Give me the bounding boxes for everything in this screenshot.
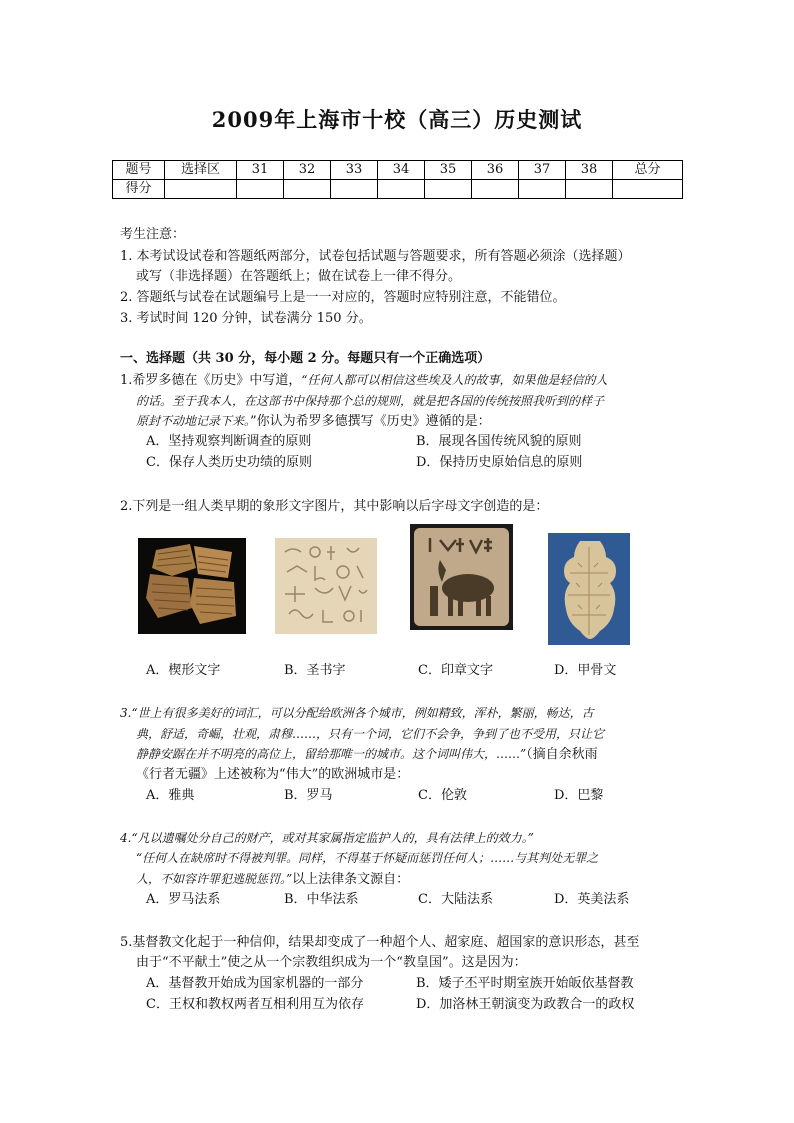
question-1-text: 1.希罗多德在《历史》中写道， [120,373,302,388]
question-1-option-c: C．保存人类历史功绩的原则 [146,455,312,470]
page-title: 2009年上海市十校（高三）历史测试 [211,107,583,132]
score-table [112,160,683,199]
question-5-stem: 5.基督教文化起于一种信仰，结果却变成了一种超个人、超家庭、超国家的意识形态，甚至 [120,935,640,950]
question-5-option-d: D．加洛林王朝演变为政教合一的政权 [416,997,635,1012]
indus-seal-image [410,524,513,630]
score-header-cell: 37 [519,161,566,180]
question-4-option-a: A．罗马法系 [146,892,221,907]
question-4-stem-line [136,868,409,891]
question-5-option-a: A．基督教开始成为国家机器的一部分 [146,976,364,991]
question-3-source: （摘自余秋雨 [526,747,598,762]
score-header-cell: 38 [566,161,613,180]
question-1-option-a: A．坚持观察判断调查的原则 [146,434,312,449]
question-3-stem: 典，舒适，奇崛，壮观，肃穆……，只有一个词，它们不会争，争到了也不受用，只让它 [136,727,605,741]
notice-item: 2. 答题纸与试卷在试题编号上是一一对应的，答题时应特别注意，不能错位。 [120,290,566,305]
score-table-row [113,180,683,199]
question-4-stem: “任何人在缺席时不得被判罪。同样，不得基于怀疑而惩罚任何人；……与其判处无罪之 [136,851,599,865]
score-table-header-row [113,161,683,180]
score-header-cell: 34 [378,161,425,180]
score-header-cell: 总分 [613,161,683,180]
oracle-bone-image [548,533,630,645]
question-5-option-b: B．矮子丕平时期室族开始皈依基督教 [416,976,634,991]
question-1-stem-end [136,410,491,433]
score-cell [613,180,683,199]
score-cell [519,180,566,199]
indus-seal-drawing [410,524,513,630]
score-header-cell: 31 [237,161,284,180]
notice-item: 3. 考试时间 120 分钟，试卷满分 150 分。 [120,311,372,326]
question-1-text: ”你认为希罗多德撰写《历史》遵循的是： [250,414,491,429]
question-3-stem: 《行者无疆》上述被称为“伟大”的欧洲城市是： [136,767,410,782]
question-4-option-c: C．大陆法系 [418,892,493,907]
question-1-quote: 原封不动地记录下来。 [136,414,251,428]
question-1-quote: 的话。至于我本人，在这部书中保持那个总的规则，就是把各国的传统按照我听到的样子 [136,394,605,408]
question-3-quote: 静静安踞在并不明亮的高位上，留给那唯一的城市。这个词叫伟大，……” [136,747,527,761]
question-3-option-d: D．巴黎 [554,788,604,803]
score-header-cell: 36 [472,161,519,180]
cuneiform-tablet-drawing [138,538,246,634]
score-header-cell: 题号 [113,161,165,180]
question-1-option-d: D．保持历史原始信息的原则 [416,455,583,470]
notice-heading: 考生注意： [120,227,186,242]
question-3-option-a: A．雅典 [146,788,195,803]
question-3-stem: 3.“世上有很多美好的词汇，可以分配给欧洲各个城市，例如精致，浑朴，繁丽，畅达，古 [120,706,594,720]
question-1-option-b: B．展现各国传统风貌的原则 [416,434,582,449]
score-cell [425,180,472,199]
score-cell [237,180,284,199]
section-heading: 一、选择题（共 30 分，每小题 2 分。每题只有一个正确选项） [120,351,491,366]
hieroglyph-stone-image [275,538,377,634]
oracle-bone-drawing [548,533,630,645]
question-5-stem: 由于“不平献土”使之从一个宗教组织成为一个“教皇国”。这是因为： [136,955,527,970]
question-3-option-c: C．伦敦 [418,788,467,803]
score-cell [331,180,378,199]
question-4-option-d: D．英美法系 [554,892,630,907]
score-cell [284,180,331,199]
score-cell [566,180,613,199]
score-header-cell: 32 [284,161,331,180]
score-cell [165,180,237,199]
question-4-stem: 4.“凡以遗嘱处分自己的财产，或对其家属指定监护人的，具有法律上的效力。” [120,831,534,845]
score-header-cell: 选择区 [165,161,237,180]
question-3-stem-line [136,743,598,766]
hieroglyph-drawing [275,538,377,634]
question-2-option-b: B．圣书字 [284,663,346,678]
score-cell [472,180,519,199]
question-1-stem [120,369,608,392]
question-4-quote: 人，不如容许罪犯逃脱惩罚。” [136,872,293,886]
cuneiform-tablet-image [138,538,246,634]
question-1-quote: “任何人都可以相信这些埃及人的故事，如果他是轻信的人 [301,373,608,387]
question-4-text: 以上法律条文源自： [292,872,410,887]
notice-item: 1. 本考试设试卷和答题纸两部分，试卷包括试题与答题要求，所有答题必须涂（选择题） [120,249,631,264]
score-header-cell: 35 [425,161,472,180]
question-2-option-c: C．印章文字 [418,663,493,678]
question-2-option-a: A．楔形文字 [146,663,221,678]
question-2-option-d: D．甲骨文 [554,663,617,678]
notice-item: 或写（非选择题）在答题纸上；做在试卷上一律不得分。 [136,269,462,284]
question-2-stem: 2.下列是一组人类早期的象形文字图片，其中影响以后字母文字创造的是： [120,499,549,514]
score-row-label: 得分 [113,180,165,199]
question-3-option-b: B．罗马 [284,788,333,803]
score-cell [378,180,425,199]
question-4-option-b: B．中华法系 [284,892,359,907]
score-header-cell: 33 [331,161,378,180]
question-5-option-c: C．王权和教权两者互相利用互为依存 [146,997,364,1012]
